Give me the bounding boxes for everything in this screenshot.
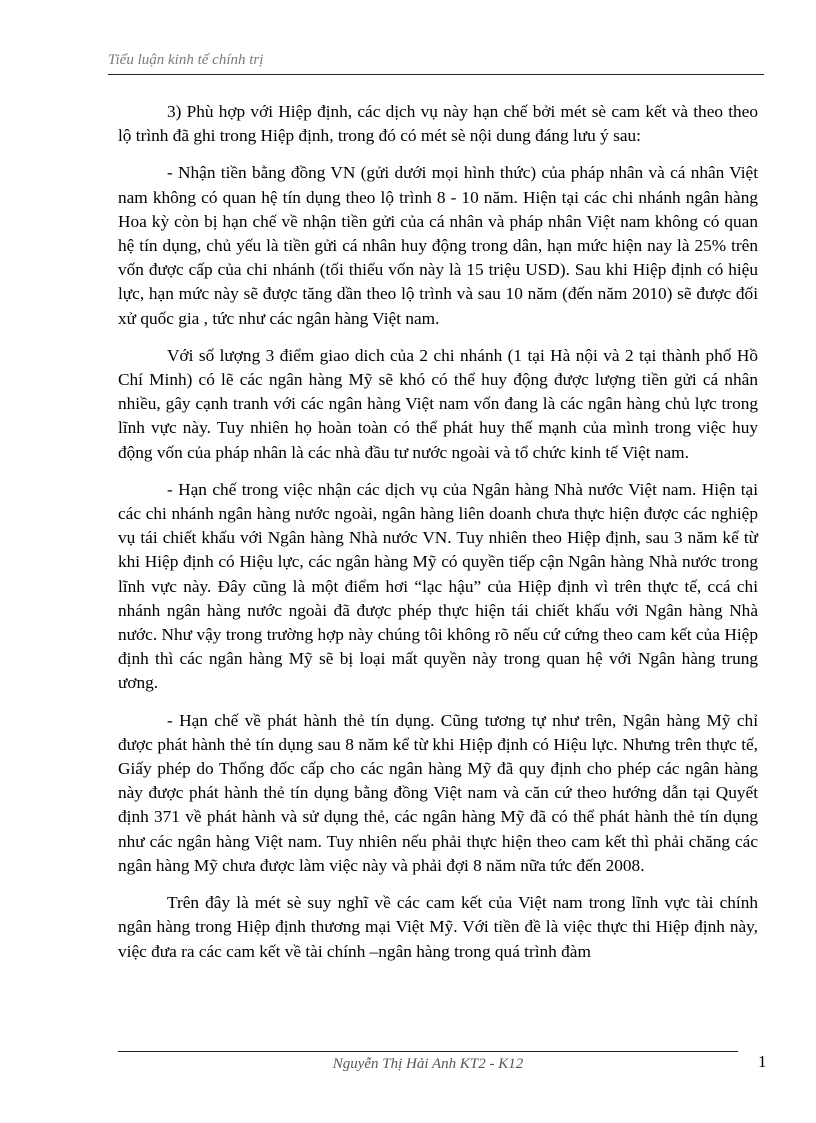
paragraph-2: - Nhận tiền bằng đồng VN (gửi dưới mọi hình thức) của pháp nhân và cá nhân Việt nam không có quan hệ tín dụng theo lộ trình 8 - 10 năm. Hiện tại các chi nhánh ngân hàng Hoa kỳ còn bị hạn chế về nhận tiền gửi của cá nhân và pháp nhân Việt nam không có quan hệ tín dụng, chủ yếu là tiền gửi cá nhân huy động trong dân, hạn mức hiện nay là 25% trên vốn được cấp của chi nhánh (tối thiểu vốn này là 15 triệu USD). Sau khi Hiệp định có hiệu lực, hạn mức này sẽ được tăng dần theo lộ trình và sau 10 năm (đến năm 2010) sẽ được đối xử quốc gia , tức như các ngân hàng Việt nam. <box>118 163 758 328</box>
document-body <box>118 100 758 964</box>
paragraph-1: 3) Phù hợp với Hiệp định, các dịch vụ này hạn chế bởi mét sè cam kết và theo theo lộ trình đã ghi trong Hiệp định, trong đó có mét sè nội dung đáng lưu ý sau: <box>118 102 758 146</box>
running-header: Tiểu luận kinh tế chính trị <box>108 52 264 68</box>
paragraph-3: Với số lượng 3 điểm giao dich của 2 chi nhánh (1 tại Hà nội và 2 tại thành phố Hồ Chí Minh) có lẽ các ngân hàng Mỹ sẽ khó có thể huy động được lượng tiền gửi cá nhân nhiều, gây cạnh tranh với các ngân hàng Việt nam vốn đang là các ngân hàng chủ lực trong lĩnh vực này. Tuy nhiên họ hoàn toàn có thể phát huy thế mạnh của mình trong việc huy động vốn của pháp nhân là các nhà đầu tư nước ngoài và tổ chức kinh tế Việt nam. <box>118 345 758 462</box>
footer-divider <box>118 1051 738 1052</box>
header-divider <box>108 74 764 75</box>
paragraph-5: - Hạn chế về phát hành thẻ tín dụng. Cũng tương tự như trên, Ngân hàng Mỹ chỉ được phát hành thẻ tín dụng sau 8 năm kể từ khi Hiệp định có Hiệu lực. Nhưng trên thực tế, Giấy phép do Thống đốc cấp cho các ngân hàng Mỹ đã quy định cho phép các ngân hàng này được phát hành thẻ tín dụng bằng đồng Việt nam và căn cứ theo hướng dẫn tại Quyết định 371 về phát hành và sử dụng thẻ, các ngân hàng Mỹ đã có thể phát hành thẻ tín dụng như các ngân hàng Việt nam. Tuy nhiên nếu phải thực hiện theo cam kết thì phải chăng các ngân hàng Mỹ chưa được làm việc này và phải đợi 8 năm nữa tức đến 2008. <box>118 710 758 875</box>
footer-author: Nguyễn Thị Hải Anh KT2 - K12 <box>332 1056 524 1072</box>
page-number: 1 <box>758 1052 767 1071</box>
paragraph-4: - Hạn chế trong việc nhận các dịch vụ của Ngân hàng Nhà nước Việt nam. Hiện tại các chi nhánh ngân hàng nước ngoài, ngân hàng liên doanh chưa thực hiện được các nghiệp vụ tái chiết khấu với Ngân hàng Nhà nước VN. Tuy nhiên theo Hiệp định, sau 3 năm kể từ khi Hiệp định có Hiệu lực, các ngân hàng Mỹ có quyền tiếp cận Ngân hàng Nhà nước trong lĩnh vực này. Đây cũng là một điểm hơi “lạc hậu” của Hiệp định vì trên thực tế, ccá chi nhánh ngân hàng nước ngoài đã được phép thực hiện tái chiết khấu với Ngân hàng Nhà nước. Như vậy trong trường hợp này chúng tôi không rõ nếu cứ cứng theo cam kết của Hiệp định thì các ngân hàng Mỹ sẽ bị loại mất quyền này trong quan hệ với Ngân hàng trung ương. <box>118 479 758 693</box>
paragraph-6: Trên đây là mét sè suy nghĩ về các cam kết của Việt nam trong lĩnh vực tài chính ngân hàng trong Hiệp định thương mại Việt Mỹ. Với tiền đề là việc thực thi Hiệp định này, việc đưa ra các cam kết về tài chính –ngân hàng trong quá trình đàm <box>118 893 758 961</box>
